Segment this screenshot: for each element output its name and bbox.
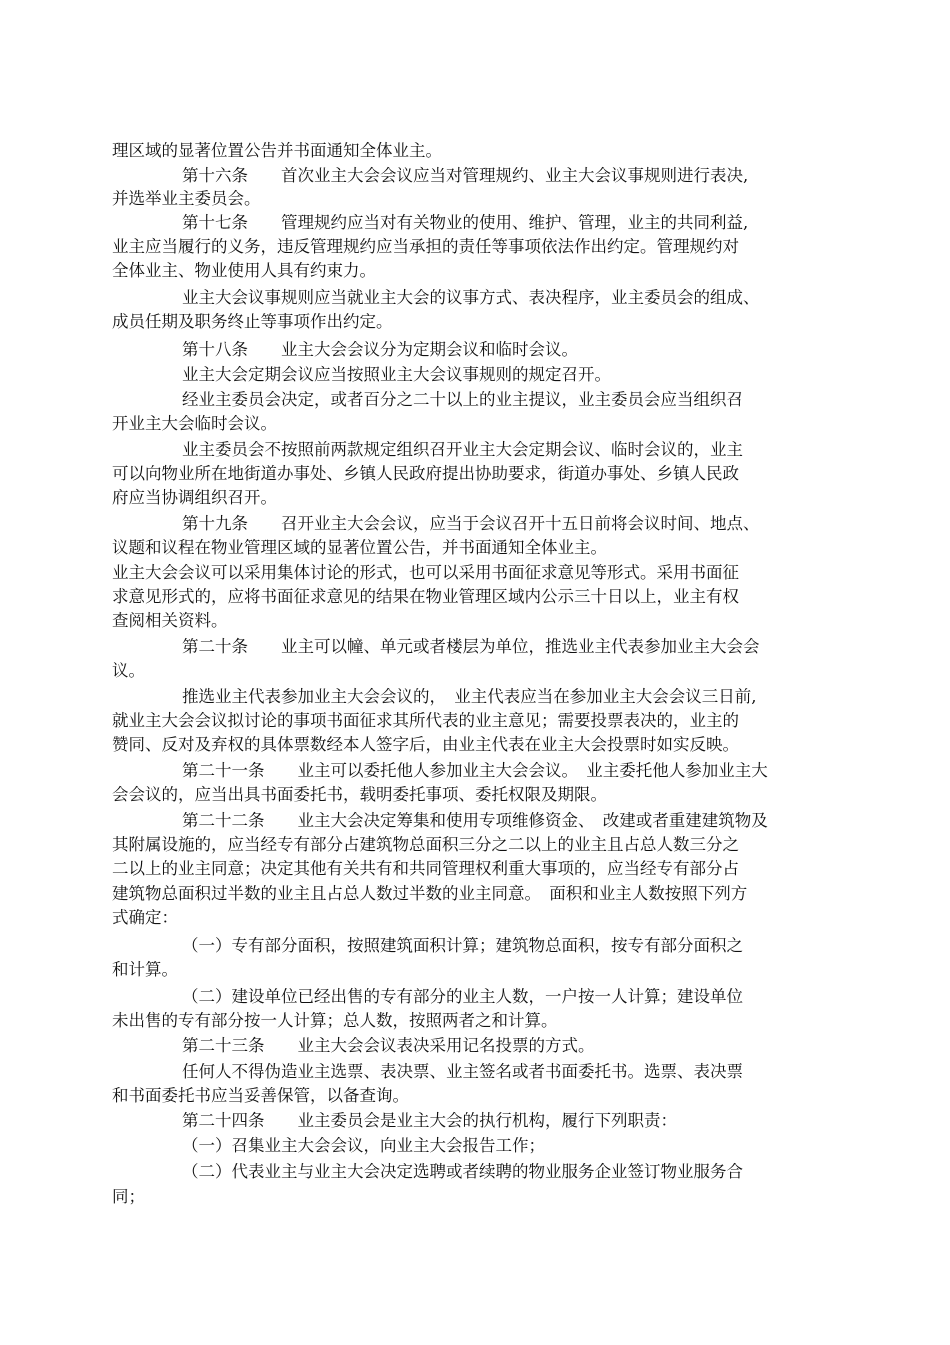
text-line: 同； bbox=[112, 1187, 145, 1206]
text-line: 全体业主、物业使用人具有约束力。 bbox=[112, 261, 376, 280]
text-line: 业主委员会不按照前两款规定组织召开业主大会定期会议、临时会议的，业主 bbox=[182, 440, 743, 459]
text-line: 议。 bbox=[112, 661, 145, 680]
text-line: 就业主大会会议拟讨论的事项书面征求其所代表的业主意见；需要投票表决的，业主的 bbox=[112, 711, 739, 730]
article-18-line: 第十八条 业主大会会议分为定期会议和临时会议。 bbox=[182, 340, 578, 359]
text-line: 会会议的，应当出具书面委托书，载明委托事项、委托权限及期限。 bbox=[112, 785, 607, 804]
text-line: 其附属设施的，应当经专有部分占建筑物总面积三分之二以上的业主且占总人数三分之 bbox=[112, 835, 739, 854]
text-line: 业主大会议事规则应当就业主大会的议事方式、表决程序，业主委员会的组成、 bbox=[182, 288, 760, 307]
text-line: 式确定： bbox=[112, 908, 178, 927]
text-line: 业主应当履行的义务，违反管理规约应当承担的责任等事项依法作出约定。管理规约对 bbox=[112, 237, 739, 256]
text-line: 可以向物业所在地街道办事处、乡镇人民政府提出协助要求，街道办事处、乡镇人民政 bbox=[112, 464, 739, 483]
article-19-line: 第十九条 召开业主大会会议，应当于会议召开十五日前将会议时间、地点、 bbox=[182, 514, 760, 533]
text-line: 求意见形式的，应将书面征求意见的结果在物业管理区域内公示三十日以上，业主有权 bbox=[112, 587, 739, 606]
text-line: 理区域的显著位置公告并书面通知全体业主。 bbox=[112, 141, 442, 160]
article-20-line: 第二十条 业主可以幢、单元或者楼层为单位，推选业主代表参加业主大会会 bbox=[182, 637, 760, 656]
article-17-line: 第十七条 管理规约应当对有关物业的使用、维护、管理，业主的共同利益, bbox=[182, 213, 749, 232]
article-22-line: 第二十二条 业主大会决定筹集和使用专项维修资金、 改建或者重建建筑物及 bbox=[182, 811, 768, 830]
text-line: 和计算。 bbox=[112, 960, 178, 979]
article-23-line: 第二十三条 业主大会会议表决采用记名投票的方式。 bbox=[182, 1036, 595, 1055]
text-line: 和书面委托书应当妥善保管，以备查询。 bbox=[112, 1086, 409, 1105]
text-line: 任何人不得伪造业主选票、表决票、业主签名或者书面委托书。选票、表决票 bbox=[182, 1062, 743, 1081]
text-line: 经业主委员会决定，或者百分之二十以上的业主提议，业主委员会应当组织召 bbox=[182, 390, 743, 409]
text-line: 成员任期及职务终止等事项作出约定。 bbox=[112, 312, 393, 331]
text-line: 二以上的业主同意；决定其他有关共有和共同管理权利重大事项的，应当经专有部分占 bbox=[112, 859, 739, 878]
text-line: 推选业主代表参加业主大会会议的， 业主代表应当在参加业主大会会议三日前, bbox=[182, 687, 757, 706]
text-line: （二）建设单位已经出售的专有部分的业主人数，一户按一人计算；建设单位 bbox=[182, 987, 743, 1006]
article-21-line: 第二十一条 业主可以委托他人参加业主大会会议。 业主委托他人参加业主大 bbox=[182, 761, 768, 780]
text-line: 业主大会定期会议应当按照业主大会议事规则的规定召开。 bbox=[182, 365, 611, 384]
text-line: 并选举业主委员会。 bbox=[112, 189, 261, 208]
article-16-line: 第十六条 首次业主大会会议应当对管理规约、业主大会议事规则进行表决, bbox=[182, 166, 749, 185]
text-line: 开业主大会临时会议。 bbox=[112, 414, 277, 433]
text-line: 业主大会会议可以采用集体讨论的形式，也可以采用书面征求意见等形式。采用书面征 bbox=[112, 563, 739, 582]
text-line: （二）代表业主与业主大会决定选聘或者续聘的物业服务企业签订物业服务合 bbox=[182, 1162, 743, 1181]
text-line: 建筑物总面积过半数的业主且占总人数过半数的业主同意。 面积和业主人数按照下列方 bbox=[112, 884, 748, 903]
text-line: 府应当协调组织召开。 bbox=[112, 488, 277, 507]
text-line: 议题和议程在物业管理区域的显著位置公告，并书面通知全体业主。 bbox=[112, 538, 607, 557]
text-line: 查阅相关资料。 bbox=[112, 611, 228, 630]
text-line: 赞同、反对及弃权的具体票数经本人签字后，由业主代表在业主大会投票时如实反映。 bbox=[112, 735, 739, 754]
text-line: 未出售的专有部分按一人计算；总人数，按照两者之和计算。 bbox=[112, 1011, 558, 1030]
text-line: （一）召集业主大会会议，向业主大会报告工作； bbox=[182, 1136, 545, 1155]
text-line: （一）专有部分面积，按照建筑面积计算；建筑物总面积，按专有部分面积之 bbox=[182, 936, 743, 955]
article-24-line: 第二十四条 业主委员会是业主大会的执行机构，履行下列职责： bbox=[182, 1111, 677, 1130]
